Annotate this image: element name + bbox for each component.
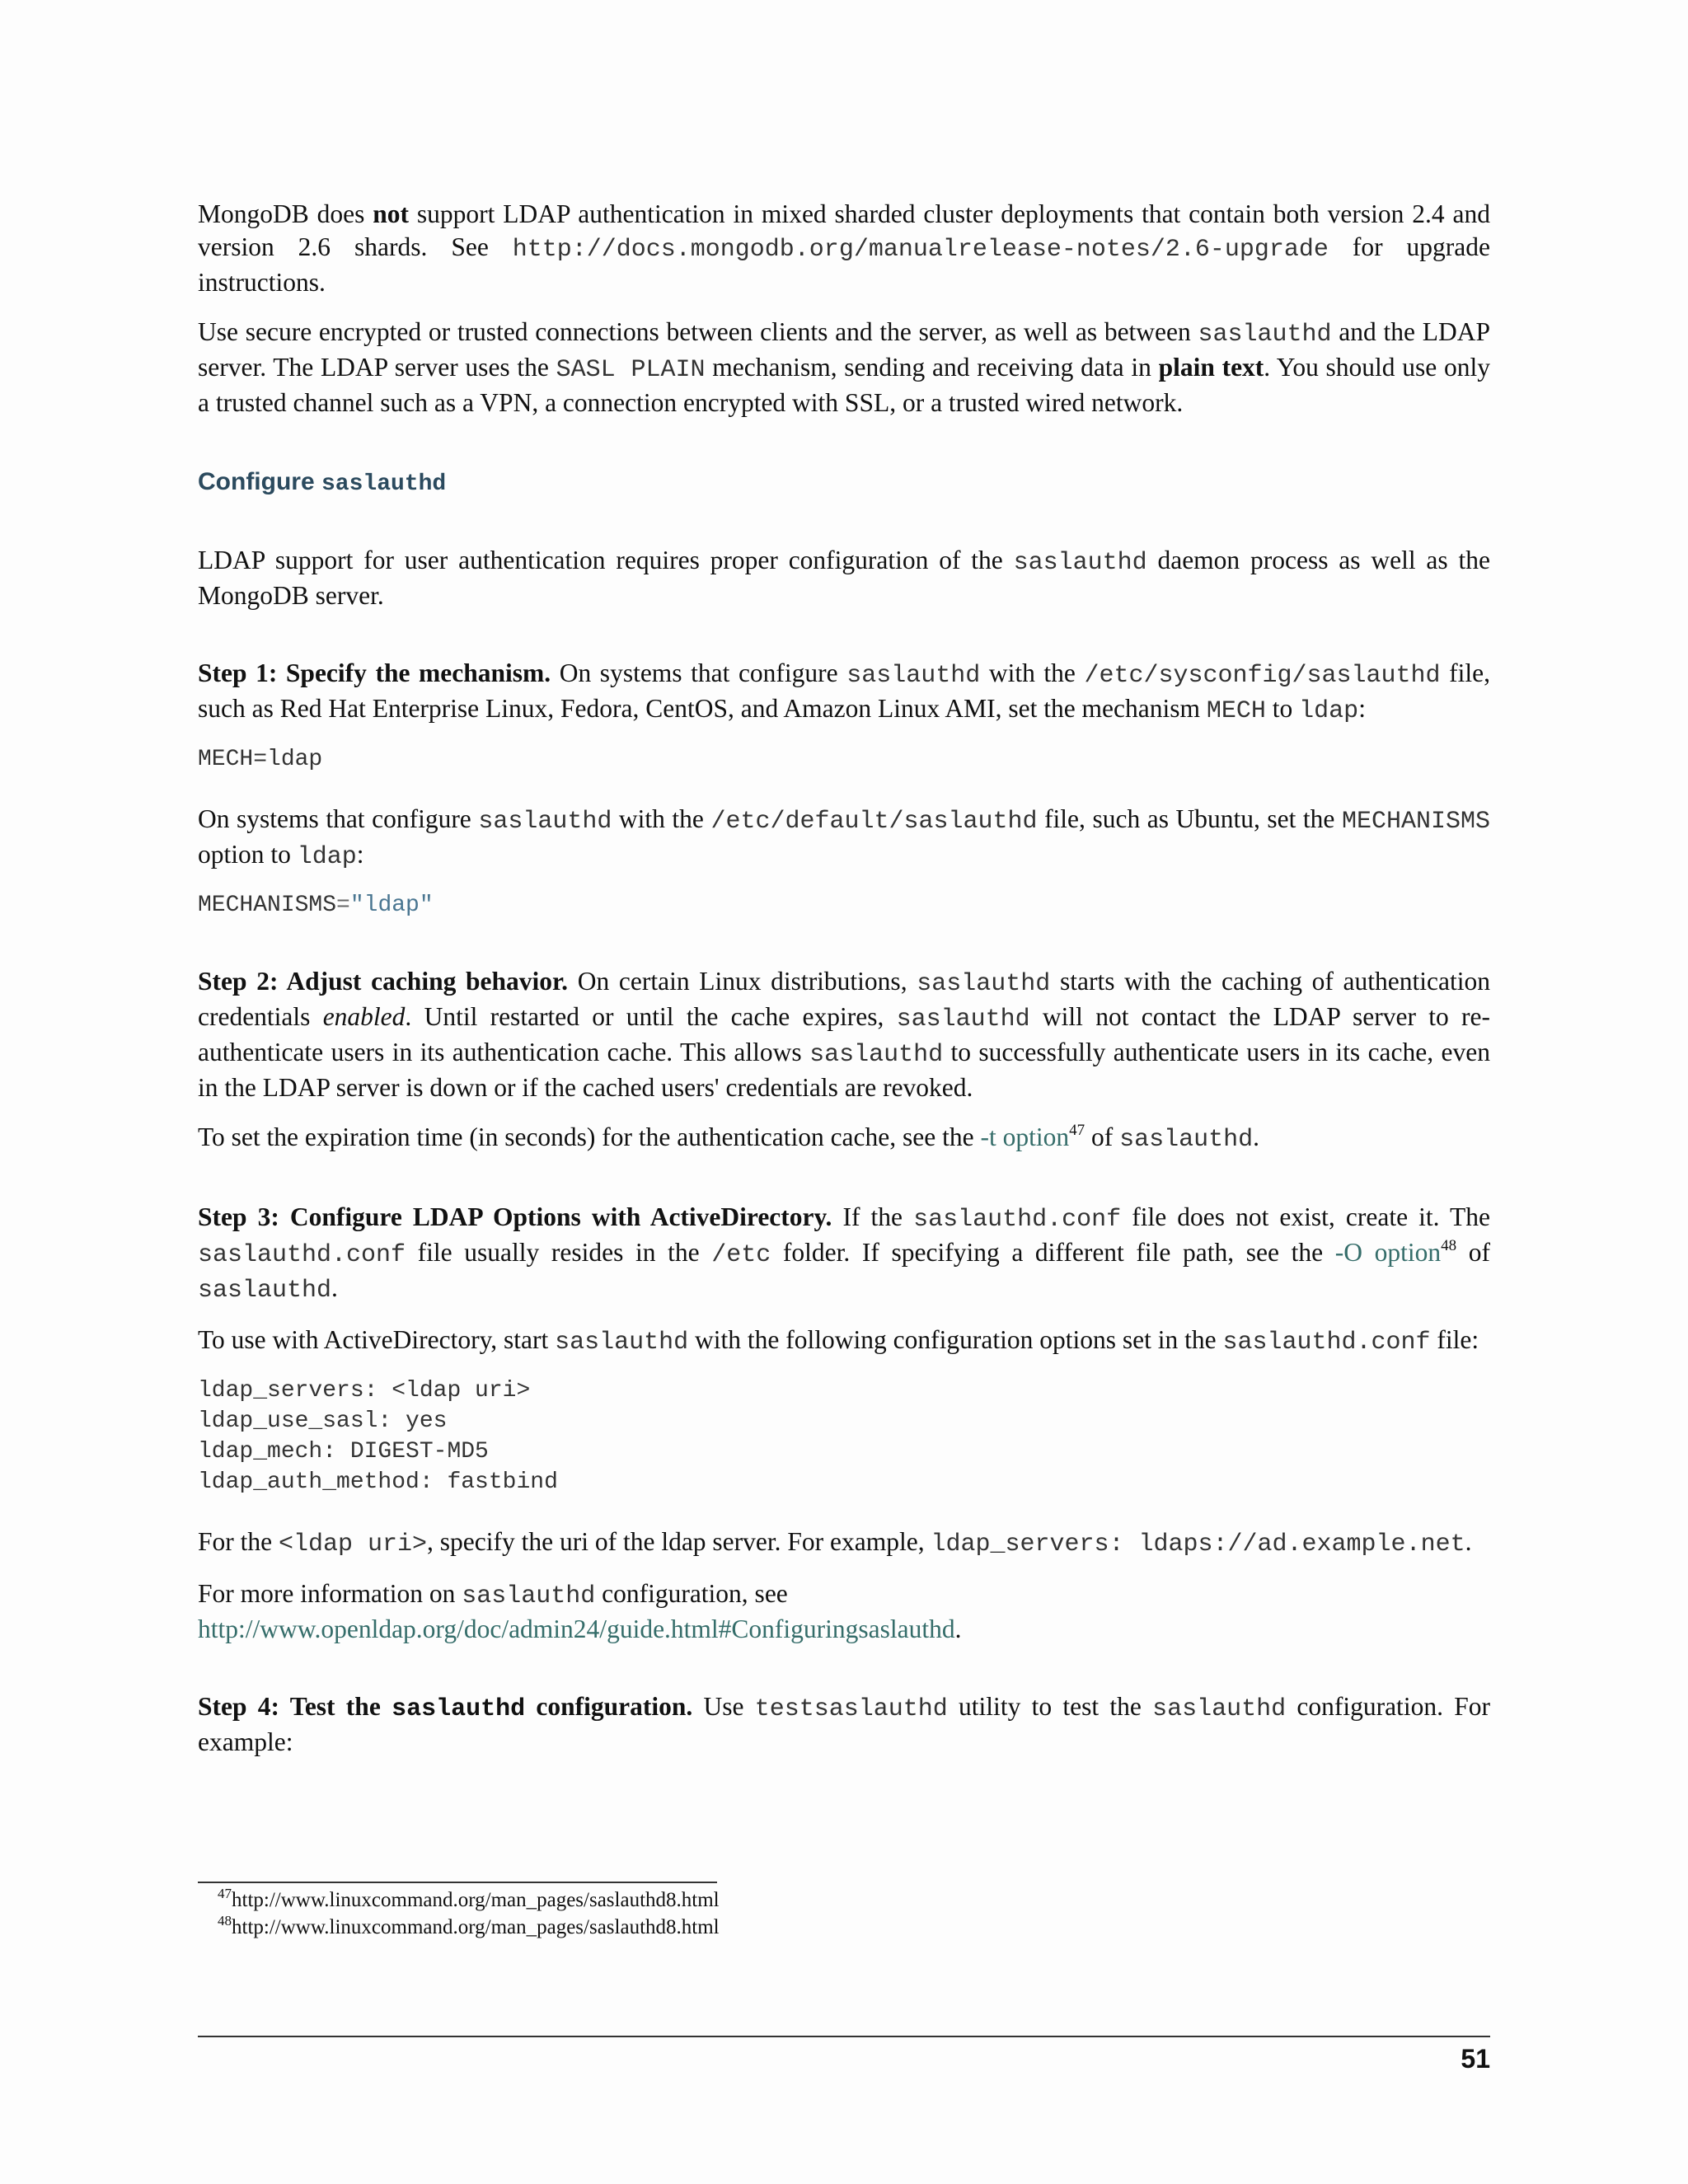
text: Step 4: Test the (198, 1692, 392, 1721)
text: configuration. For example: (198, 1692, 1490, 1756)
inline-code: ldap_servers: ldaps://ad.example.net (931, 1530, 1465, 1558)
text: . (331, 1273, 338, 1302)
inline-code: saslauthd.conf (198, 1241, 406, 1269)
text: . (954, 1615, 962, 1643)
text: file does not exist, create it. The (1121, 1202, 1490, 1231)
text: . Until restarted or until the cache expires, (405, 1002, 897, 1031)
footnotes (218, 1886, 720, 1941)
page-number: 51 (1461, 2044, 1490, 2074)
inline-code: saslauthd (392, 1695, 526, 1723)
footnote-48 (218, 1914, 720, 1941)
step-4-title (198, 1692, 692, 1721)
inline-code: saslauthd.conf (1222, 1329, 1431, 1357)
inline-code: saslauthd.conf (913, 1206, 1122, 1234)
inline-code: MECHANISMS (1341, 808, 1490, 836)
code-string: "ldap" (349, 893, 434, 918)
code-block-mech: MECH=ldap (198, 747, 323, 772)
text: of (1085, 1122, 1120, 1151)
o-option-link[interactable]: -O option (1334, 1238, 1442, 1267)
text: for upgrade instructions. (198, 232, 1490, 297)
inline-code: saslauthd (1013, 549, 1147, 577)
step-2-expiration-paragraph (198, 1121, 1490, 1156)
text: with the following configuration options set in the (688, 1325, 1223, 1354)
text: . (1253, 1122, 1259, 1151)
text: Use secure encrypted or trusted connections between clients and the server, as well as between (198, 317, 1198, 346)
text: For the (198, 1527, 279, 1556)
inline-code: <ldap uri> (279, 1530, 428, 1558)
step-3-title: Step 3: Configure LDAP Options with ActiveDirectory. (198, 1202, 832, 1231)
text: If the (832, 1202, 914, 1231)
step-3-activedirectory-paragraph (198, 1324, 1490, 1359)
footnote-number: 47 (218, 1886, 232, 1901)
code-operator: = (336, 893, 350, 918)
inline-code: testsaslauthd (754, 1695, 948, 1723)
inline-code: ldap (297, 843, 357, 871)
step-2 (198, 965, 1490, 1156)
code-block-mechanisms (198, 890, 1490, 921)
text: : (356, 840, 364, 869)
paragraph-secure-connections (198, 316, 1490, 419)
inline-code: saslauthd (198, 1277, 332, 1305)
text: To set the expiration time (in seconds) for the authentication cache, see the (198, 1122, 981, 1151)
step-3-uri-paragraph (198, 1526, 1490, 1561)
heading-code: saslauthd (321, 471, 447, 497)
text: file: (1430, 1325, 1479, 1354)
text: To use with ActiveDirectory, start (198, 1325, 556, 1354)
text: option to (198, 840, 298, 869)
text: will not contact the LDAP server to re-authenticate users in its authentication cache. This allows (198, 1002, 1490, 1066)
text: starts with the caching of authentication credentials (198, 967, 1490, 1031)
text: . (1465, 1527, 1472, 1556)
inline-code: saslauthd (462, 1582, 596, 1610)
t-option-link[interactable]: -t option (980, 1122, 1070, 1151)
text: folder. If specifying a different file path, see the (771, 1238, 1335, 1267)
step-4 (198, 1690, 1490, 1759)
openldap-guide-link[interactable]: http://www.openldap.org/doc/admin24/guide.html#Configuringsaslauthd (198, 1615, 955, 1643)
text: For more information on (198, 1579, 462, 1608)
upgrade-notes-url: http://docs.mongodb.org/manualrelease-notes/2.6-upgrade (512, 236, 1329, 264)
inline-code: saslauthd (846, 662, 981, 690)
text: configuration. (525, 1692, 693, 1721)
text: On systems that configure (551, 658, 847, 687)
inline-code: MECH (1206, 697, 1266, 725)
inline-code: saslauthd (1152, 1695, 1287, 1723)
text: On systems that configure (198, 804, 479, 833)
text: daemon process as well as the MongoDB server. (198, 546, 1490, 610)
inline-code: saslauthd (478, 808, 612, 836)
paragraph-sharded-cluster-note (198, 198, 1490, 299)
footnote-ref-47[interactable]: 47 (1069, 1122, 1085, 1139)
inline-code: saslauthd (1119, 1126, 1254, 1154)
inline-code: /etc (711, 1241, 771, 1269)
step-3-more-info-paragraph (198, 1577, 1490, 1646)
text: with the (980, 658, 1085, 687)
inline-code: saslauthd (896, 1005, 1030, 1033)
inline-code: ldap (1299, 697, 1359, 725)
text: LDAP support for user authentication requires proper configuration of the (198, 546, 1014, 574)
text: Use (692, 1692, 755, 1721)
footer-divider (198, 2036, 1490, 2037)
paragraph-ldap-support (198, 544, 1490, 612)
text: to (1265, 694, 1300, 723)
footnote-divider (198, 1882, 717, 1883)
footnote-ref-48[interactable]: 48 (1441, 1237, 1457, 1254)
text: of (1456, 1238, 1490, 1267)
text: mechanism, sending and receiving data in (705, 353, 1159, 382)
footnote-url[interactable]: http://www.linuxcommand.org/man_pages/saslauthd8.html (232, 1916, 720, 1938)
italic-text: enabled (322, 1002, 406, 1031)
inline-code: saslauthd (555, 1329, 689, 1357)
section-heading-configure-saslauthd (198, 466, 1490, 501)
inline-code: saslauthd (917, 970, 1051, 998)
inline-code: /etc/default/saslauthd (710, 808, 1038, 836)
text: : (1358, 694, 1366, 723)
step-1 (198, 657, 1490, 921)
text: utility to test the (947, 1692, 1153, 1721)
text: On certain Linux distributions, (568, 967, 917, 996)
step-4-paragraph (198, 1690, 1490, 1759)
footnote-number: 48 (218, 1913, 232, 1929)
step-2-title: Step 2: Adjust caching behavior. (198, 967, 569, 996)
text: support LDAP authentication in mixed sharded cluster deployments that contain both version 2.4 and version 2.6 shards. See (198, 199, 1490, 261)
code-key: MECHANISMS (198, 893, 337, 918)
text: file, such as Red Hat Enterprise Linux, Fedora, CentOS, and Amazon Linux AMI, set the mechanism (198, 658, 1490, 723)
text: file, such as Ubuntu, set the (1037, 804, 1342, 833)
bold-text: not (373, 199, 410, 228)
text: , specify the uri of the ldap server. For example, (427, 1527, 931, 1556)
step-1-label: Step 1: (198, 658, 278, 687)
step-1-ubuntu-paragraph (198, 803, 1490, 874)
code-block-saslauthd-conf: ldap_servers: <ldap uri> ldap_use_sasl: yes ldap_mech: DIGEST-MD5 ldap_auth_method: fastbind (198, 1378, 558, 1495)
text: configuration, see (595, 1579, 788, 1608)
text: MongoDB does (198, 199, 373, 228)
page-content (198, 198, 1490, 1775)
inline-code: SASL PLAIN (556, 356, 706, 384)
text: with the (612, 804, 711, 833)
footnote-47 (218, 1886, 720, 1914)
step-1-title: Specify the mechanism. (285, 658, 551, 687)
heading-text: Configure (198, 468, 321, 495)
text: . You should use only a trusted channel such as a VPN, a connection encrypted with SSL, or a trusted wired network. (198, 353, 1491, 417)
step-3 (198, 1201, 1490, 1646)
text: file usually resides in the (406, 1238, 712, 1267)
step-2-paragraph (198, 965, 1490, 1104)
inline-code: saslauthd (809, 1041, 944, 1069)
inline-code: saslauthd (1198, 321, 1332, 349)
bold-text: plain text (1158, 353, 1264, 382)
step-1-paragraph (198, 657, 1490, 728)
footnote-url[interactable]: http://www.linuxcommand.org/man_pages/saslauthd8.html (232, 1889, 720, 1911)
step-3-paragraph (198, 1201, 1490, 1307)
text: to successfully authenticate users in its cache, even in the LDAP server is down or if the cached users' credentials are revoked. (198, 1038, 1490, 1102)
text: and the LDAP server. The LDAP server uses the (198, 317, 1490, 382)
inline-code: /etc/sysconfig/saslauthd (1084, 662, 1441, 690)
